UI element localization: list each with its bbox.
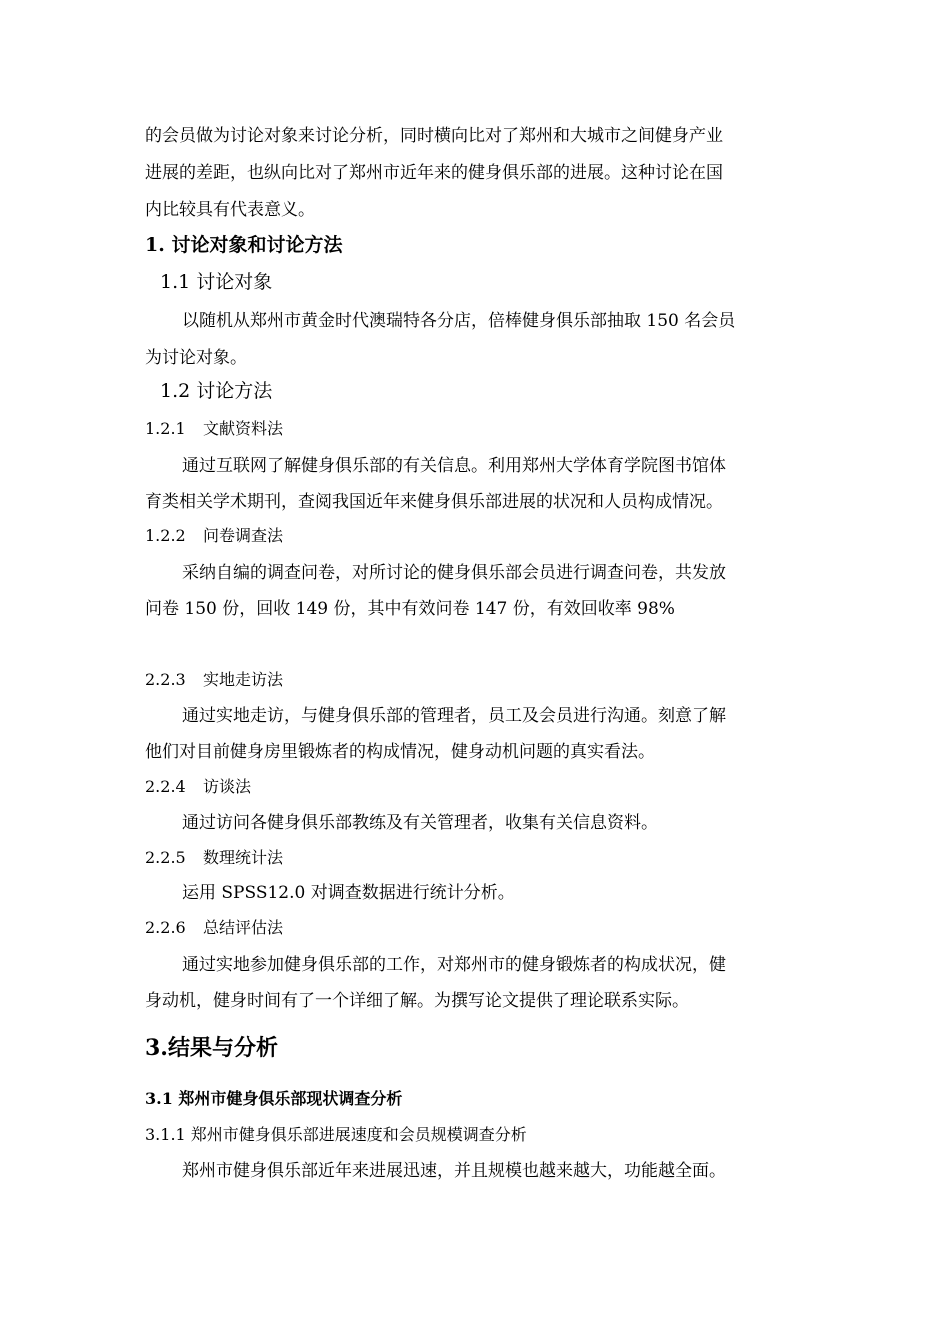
section-heading: 1. 讨论对象和讨论方法 bbox=[145, 234, 343, 256]
paragraph-line: 进展的差距，也纵向比对了郑州市近年来的健身俱乐部的进展。这种讨论在国 bbox=[145, 163, 723, 183]
section-heading: 3.结果与分析 bbox=[145, 1035, 278, 1061]
method-title: 数理统计法 bbox=[203, 848, 284, 867]
paragraph-line: 通过实地走访，与健身俱乐部的管理者，员工及会员进行沟通。刻意了解 bbox=[182, 706, 726, 726]
subsubsection-heading: 3.1.1 郑州市健身俱乐部进展速度和会员规模调查分析 bbox=[145, 1125, 527, 1144]
method-heading bbox=[145, 917, 283, 939]
subsection-heading: 1.2 讨论方法 bbox=[160, 380, 273, 402]
paragraph-line: 通过互联网了解健身俱乐部的有关信息。利用郑州大学体育学院图书馆体 bbox=[182, 456, 726, 476]
method-title: 实地走访法 bbox=[203, 670, 284, 689]
method-title: 总结评估法 bbox=[203, 918, 284, 937]
paragraph-line: 运用 SPSS12.0 对调查数据进行统计分析。 bbox=[182, 883, 515, 903]
method-number: 2.2.4 bbox=[145, 777, 186, 796]
method-number: 1.2.2 bbox=[145, 526, 186, 545]
method-heading bbox=[145, 525, 283, 547]
subsection-heading: 1.1 讨论对象 bbox=[160, 271, 273, 293]
paragraph-line: 的会员做为讨论对象来讨论分析，同时横向比对了郑州和大城市之间健身产业 bbox=[145, 126, 723, 146]
paragraph-line: 通过实地参加健身俱乐部的工作，对郑州市的健身锻炼者的构成状况，健 bbox=[182, 955, 726, 975]
paragraph-line: 采纳自编的调查问卷，对所讨论的健身俱乐部会员进行调查问卷，共发放 bbox=[182, 563, 726, 583]
paragraph-line: 通过访问各健身俱乐部教练及有关管理者，收集有关信息资料。 bbox=[182, 813, 658, 833]
method-number: 2.2.3 bbox=[145, 670, 186, 689]
method-heading bbox=[145, 847, 283, 869]
paragraph-line: 育类相关学术期刊，查阅我国近年来健身俱乐部进展的状况和人员构成情况。 bbox=[145, 492, 723, 512]
paragraph-line: 问卷 150 份，回收 149 份，其中有效问卷 147 份，有效回收率 98% bbox=[145, 599, 675, 619]
method-title: 文献资料法 bbox=[203, 419, 284, 438]
method-number: 2.2.5 bbox=[145, 848, 186, 867]
paragraph-line: 以随机从郑州市黄金时代澳瑞特各分店，倍棒健身俱乐部抽取 150 名会员 bbox=[182, 311, 736, 331]
method-number: 1.2.1 bbox=[145, 419, 186, 438]
method-heading bbox=[145, 418, 283, 440]
paragraph-line: 为讨论对象。 bbox=[145, 348, 247, 368]
method-heading bbox=[145, 669, 283, 691]
method-number: 2.2.6 bbox=[145, 918, 186, 937]
paragraph-line: 身动机，健身时间有了一个详细了解。为撰写论文提供了理论联系实际。 bbox=[145, 991, 689, 1011]
paragraph-line: 内比较具有代表意义。 bbox=[145, 200, 315, 220]
paragraph-line: 郑州市健身俱乐部近年来进展迅速，并且规模也越来越大，功能越全面。 bbox=[182, 1161, 726, 1181]
method-heading bbox=[145, 776, 251, 798]
paragraph-line: 他们对目前健身房里锻炼者的构成情况，健身动机问题的真实看法。 bbox=[145, 742, 655, 762]
method-title: 问卷调查法 bbox=[203, 526, 284, 545]
subsection-heading: 3.1 郑州市健身俱乐部现状调查分析 bbox=[145, 1089, 403, 1108]
method-title: 访谈法 bbox=[203, 777, 252, 796]
